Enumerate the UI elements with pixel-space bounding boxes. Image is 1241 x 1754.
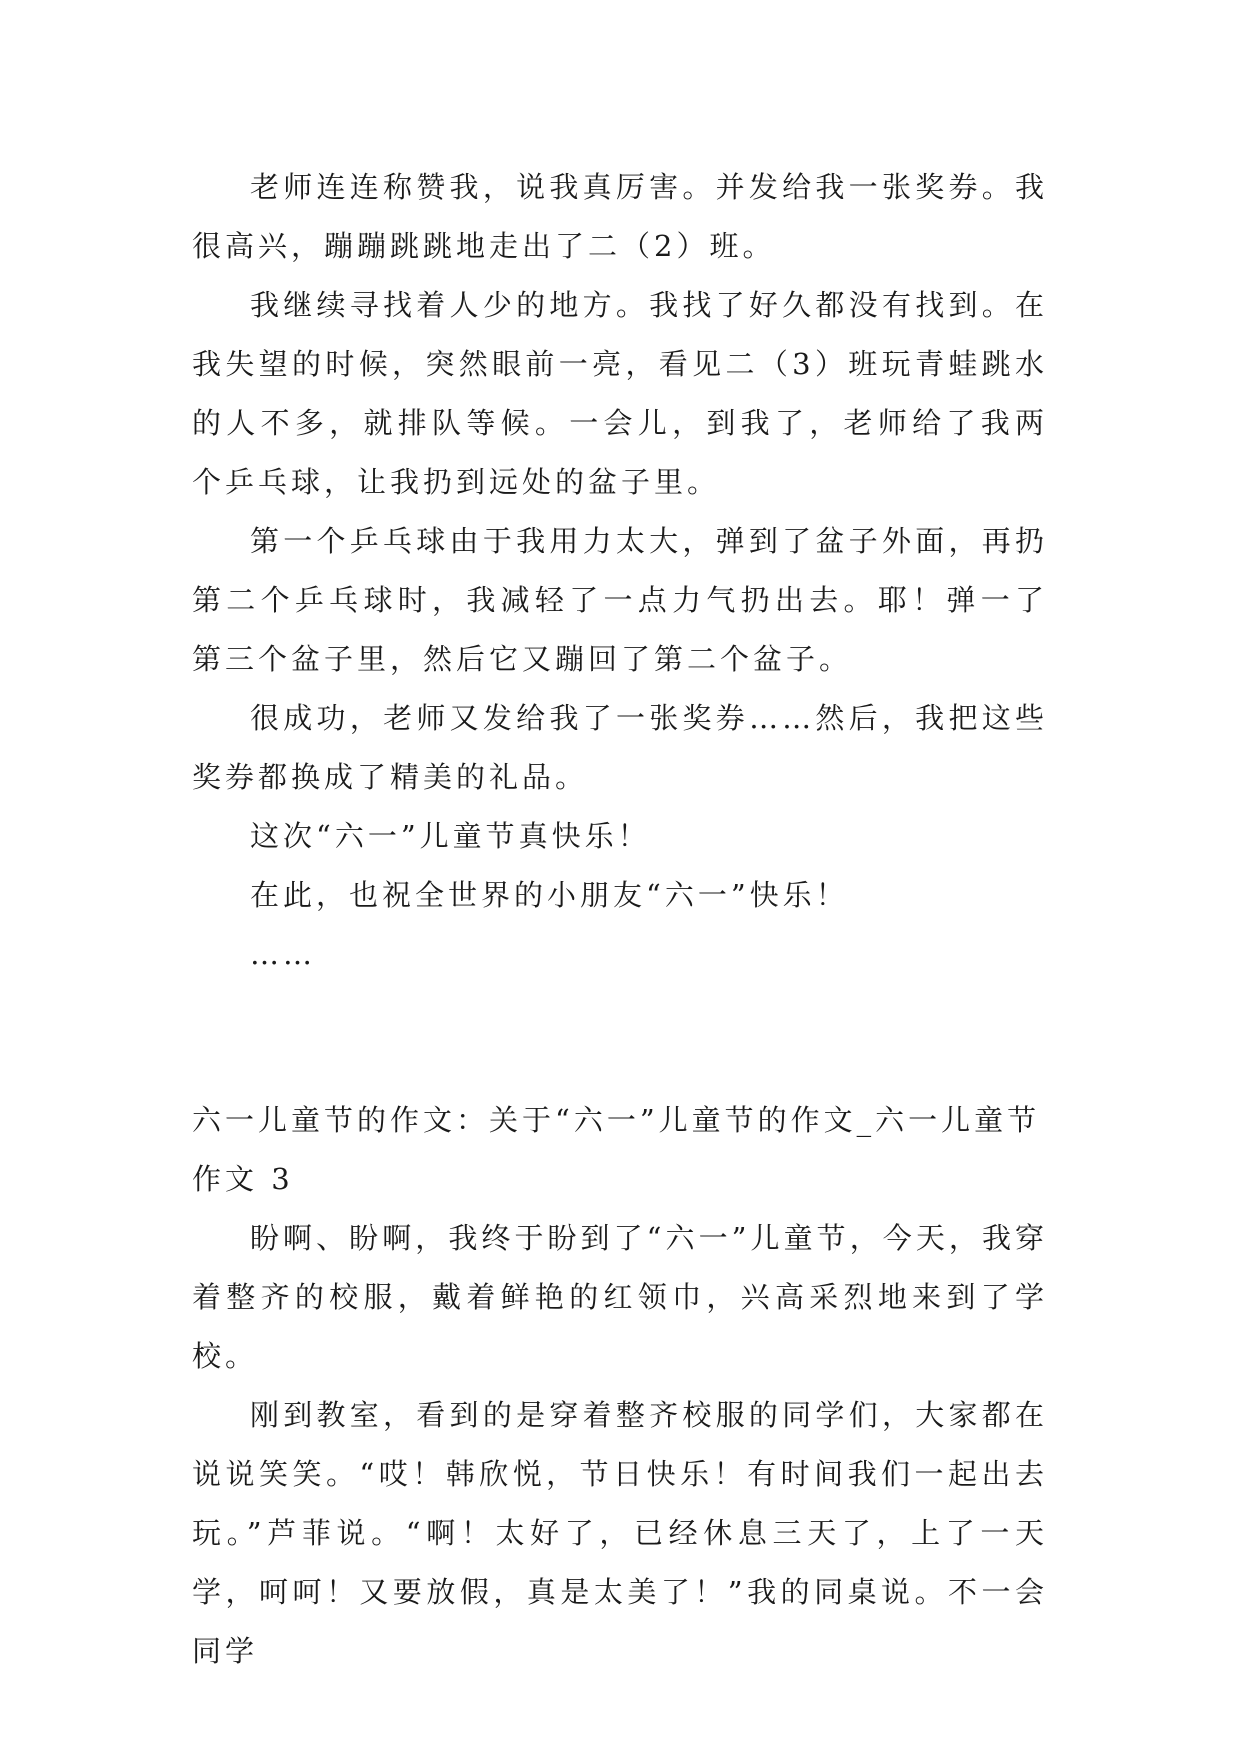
document-page [192, 158, 1048, 1681]
paragraph: 盼啊、盼啊，我终于盼到了“六一”儿童节，今天，我穿着整齐的校服，戴着鲜艳的红领巾，兴高采烈地来到了学校。 [192, 1221, 1048, 1373]
paragraph: 在此，也祝全世界的小朋友“六一”快乐！ [250, 878, 849, 912]
ellipsis-line: …… [250, 937, 316, 971]
paragraph: 很成功，老师又发给我了一张奖券……然后，我把这些奖券都换成了精美的礼品。 [192, 701, 1048, 794]
section-title: 六一儿童节的作文：关于“六一”儿童节的作文_六一儿童节作文 3 [192, 1103, 1041, 1196]
paragraph: 这次“六一”儿童节真快乐！ [250, 819, 651, 853]
paragraph: 第一个乒乓球由于我用力太大，弹到了盆子外面，再扔第二个乒乓球时，我减轻了一点力气扔出去。耶！弹一了第三个盆子里，然后它又蹦回了第二个盆子。 [192, 524, 1048, 676]
paragraph: 老师连连称赞我，说我真厉害。并发给我一张奖券。我很高兴，蹦蹦跳跳地走出了二（2）班。 [192, 170, 1048, 263]
paragraph: 刚到教室，看到的是穿着整齐校服的同学们，大家都在说说笑笑。“哎！韩欣悦，节日快乐！有时间我们一起出去玩。”芦菲说。“啊！太好了，已经休息三天了，上了一天学，呵呵！又要放假，真是太美了！”我的同桌说。不一会同学 [192, 1398, 1048, 1668]
paragraph: 我继续寻找着人少的地方。我找了好久都没有找到。在我失望的时候，突然眼前一亮，看见二（3）班玩青蛙跳水的人不多，就排队等候。一会儿，到我了，老师给了我两个乒乓球，让我扔到远处的盆子里。 [192, 288, 1048, 499]
